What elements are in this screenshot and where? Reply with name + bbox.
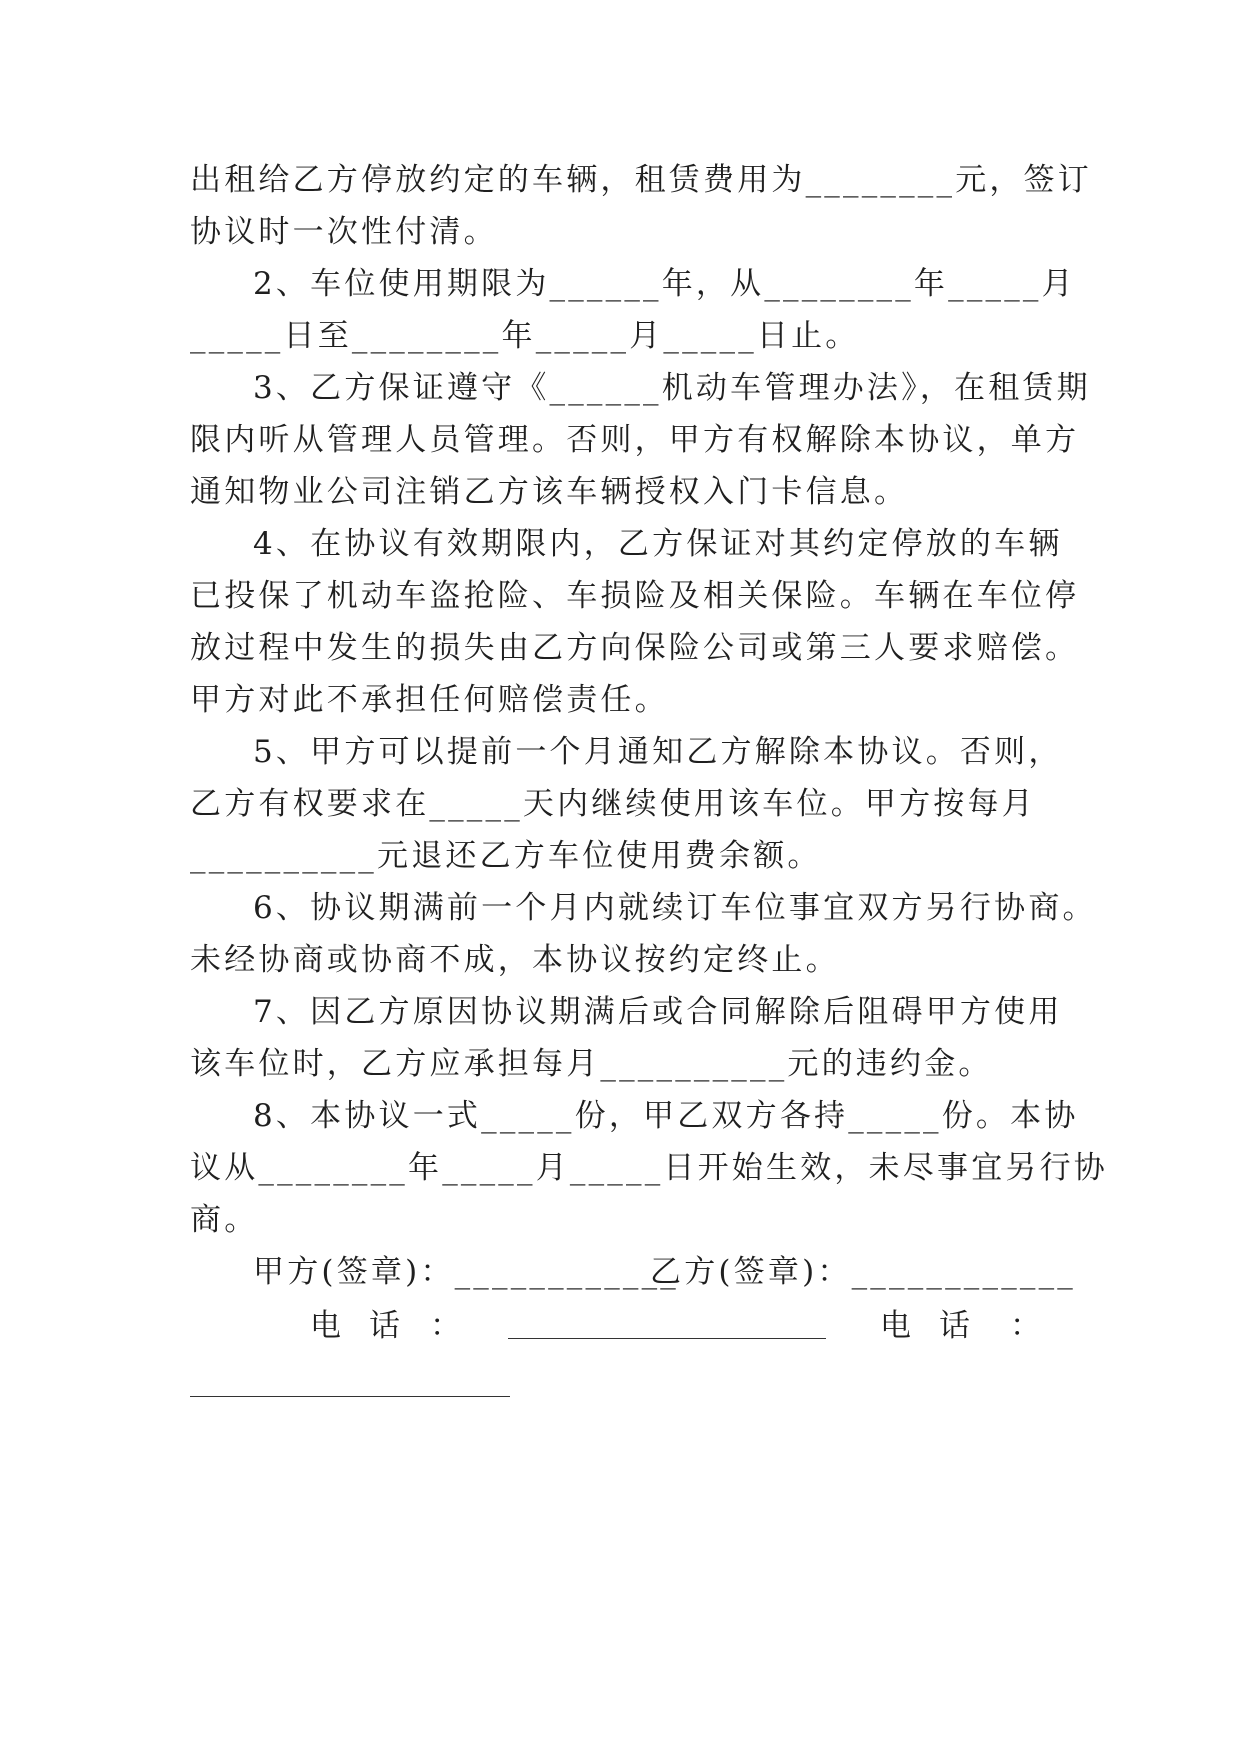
party-a-phone-blank: [508, 1338, 826, 1339]
body-line: 该车位时，乙方应承担每月__________元的违约金。: [190, 1046, 993, 1082]
clause-3-line: 3、乙方保证遵守《______机动车管理办法》，在租赁期: [253, 370, 1091, 406]
body-line: 商。: [190, 1202, 259, 1238]
party-a-phone-label: 电话: [310, 1308, 428, 1344]
body-line: 未经协商或协商不成，本协议按约定终止。: [190, 942, 840, 978]
body-line: 甲方对此不承担任何赔偿责任。: [190, 682, 669, 718]
party-a-signature: 甲方(签章)：____________: [253, 1254, 679, 1290]
body-line: __________元退还乙方车位使用费余额。: [190, 838, 822, 874]
clause-5-line: 5、甲方可以提前一个月通知乙方解除本协议。否则，: [253, 734, 1063, 770]
body-line: 已投保了机动车盗抢险、车损险及相关保险。车辆在车位停: [190, 578, 1080, 614]
body-line: 乙方有权要求在_____天内继续使用该车位。甲方按每月: [190, 786, 1036, 822]
body-line: 议从________年_____月_____日开始生效，未尽事宜另行协: [190, 1150, 1108, 1186]
body-line: 出租给乙方停放约定的车辆，租赁费用为________元，签订: [190, 162, 1092, 198]
body-line: 协议时一次性付清。: [190, 214, 498, 250]
body-line: _____日至________年_____月_____日止。: [190, 318, 860, 354]
clause-8-line: 8、本协议一式_____份，甲乙双方各持_____份。本协: [253, 1098, 1079, 1134]
clause-4-line: 4、在协议有效期限内，乙方保证对其约定停放的车辆: [253, 526, 1063, 562]
body-line: 限内听从管理人员管理。否则，甲方有权解除本协议，单方: [190, 422, 1080, 458]
party-b-phone-blank: [190, 1396, 510, 1397]
body-line: 放过程中发生的损失由乙方向保险公司或第三人要求赔偿。: [190, 630, 1080, 666]
party-b-phone-label: 电话: [880, 1308, 998, 1344]
clause-2-line: 2、车位使用期限为______年，从________年_____月: [253, 266, 1076, 302]
party-a-phone-colon: ：: [430, 1308, 461, 1344]
clause-6-line: 6、协议期满前一个月内就续订车位事宜双方另行协商。: [253, 890, 1097, 926]
party-b-phone-colon: ：: [1010, 1308, 1041, 1344]
party-b-signature: 乙方(签章)：____________: [650, 1254, 1076, 1290]
clause-7-line: 7、因乙方原因协议期满后或合同解除后阻碍甲方使用: [253, 994, 1063, 1030]
body-line: 通知物业公司注销乙方该车辆授权入门卡信息。: [190, 474, 909, 510]
